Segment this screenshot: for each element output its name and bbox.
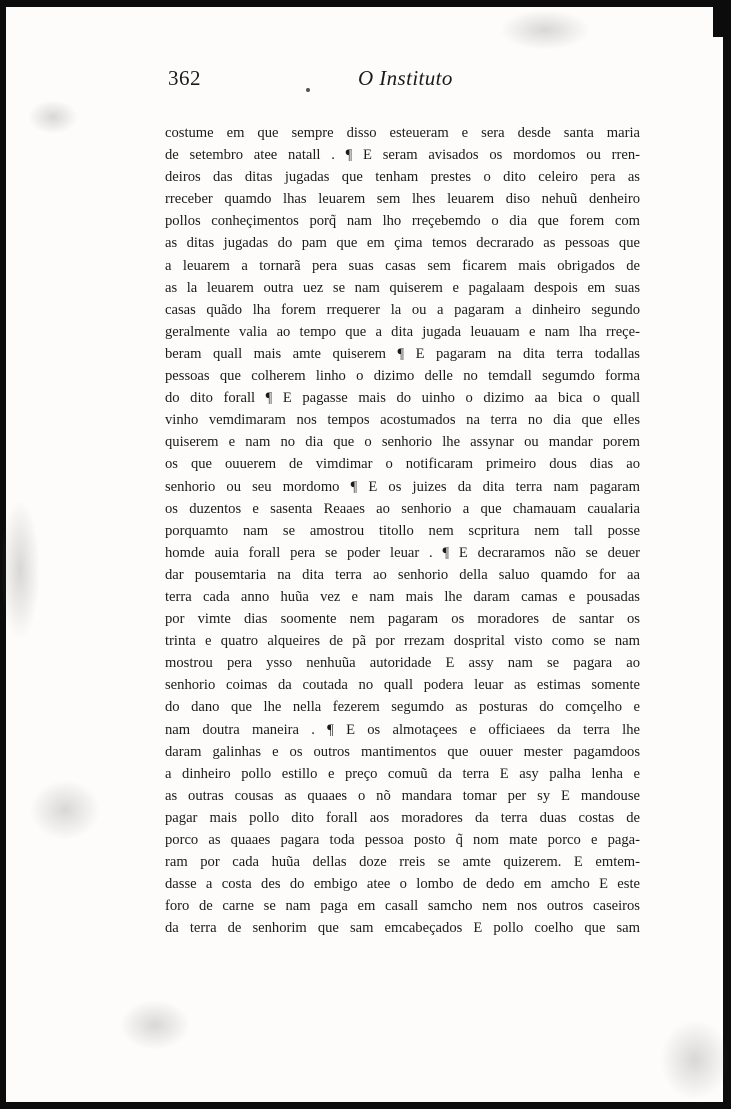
text-line: os que ouuerem de vimdimar o notificaram primeiro dous dias ao: [165, 456, 640, 473]
text-line: mostrou pera ysso nenhuũa autoridade E assy nam se pagara ao: [165, 655, 640, 672]
text-line: da terra de senhorim que sam emcabeçados E pollo coelho que sam: [165, 920, 640, 937]
text-line: do dito forall ¶ E pagasse mais do uinho o dizimo aa bica o quall: [165, 390, 640, 407]
scan-smudge: [30, 780, 100, 840]
text-line: quiserem e nam no dia que o senhorio lhe assynar ou mandar porem: [165, 434, 640, 451]
text-line: porco as quaaes pagara toda pessoa posto q̃ nom mate porco e paga-: [165, 832, 640, 848]
scan-edge-bottom: [0, 1102, 731, 1109]
page-number: 362: [168, 66, 201, 90]
scan-edge-right: [723, 0, 731, 1109]
text-line: homde auia forall pera se poder leuar . ¶ E decraramos não se deuer: [165, 544, 640, 561]
text-line: rreceber quamdo lhas leuarem sem lhes leuarem diso nehuũ denheiro: [165, 191, 640, 208]
text-line: porquamto nam se amostrou titollo nem scpritura nem tall posse: [165, 522, 640, 539]
text-line: de setembro atee natall . ¶ E seram avisados os mordomos ou rren-: [165, 147, 640, 164]
text-line: foro de carne se nam paga em casall samcho nem nos outros caseiros: [165, 898, 640, 915]
running-title: O Instituto: [358, 66, 453, 90]
scan-edge-notch: [713, 7, 723, 37]
text-line: ram por cada huũa dellas doze rreis se amte quizerem. E emtem-: [165, 854, 640, 871]
text-line: senhorio coimas da coutada no quall podera leuar as estimas somente: [165, 677, 640, 694]
text-line: as outras cousas as quaaes o nõ mandara tomar per sy E mandouse: [165, 787, 640, 804]
body-text: [165, 122, 640, 939]
scan-smudge: [660, 1020, 730, 1100]
scan-smudge: [28, 100, 78, 134]
text-line: as ditas jugadas do pam que em çima temos decrarado as pessoas que: [165, 235, 640, 252]
scan-smudge: [500, 10, 590, 50]
text-line: senhorio ou seu mordomo ¶ E os juizes da dita terra nam pagaram: [165, 478, 640, 495]
page-header: [168, 66, 638, 96]
text-line: a leuarem a tornarã pera suas casas sem ficarem mais obrigados de: [165, 257, 640, 274]
text-line: a dinheiro pollo estillo e preço comuũ da terra E asy palha lenha e: [165, 765, 640, 782]
text-line: as la leuarem outra uez se nam quiserem e pagalaam despois em suas: [165, 279, 640, 296]
scan-smudge: [120, 1000, 190, 1050]
text-line: dasse a costa des do embigo atee o lombo de dedo em amcho E este: [165, 876, 640, 893]
text-line: dar pousemtaria na dita terra ao senhorio della saluo quamdo for aa: [165, 566, 640, 583]
scan-smudge: [0, 500, 40, 640]
text-line: costume em que sempre disso esteueram e sera desde santa maria: [165, 125, 640, 141]
text-line: pessoas que colherem linho o dizimo delle no temdall segumdo forma: [165, 368, 640, 385]
text-line: geralmente valia ao tempo que a dita jugada leuauam e nam lha rreçe-: [165, 323, 640, 340]
text-line: nam doutra maneira . ¶ E os almotaçees e officiaees da terra lhe: [165, 721, 640, 738]
text-line: os duzentos e sasenta Reaaes ao senhorio a que chamauam caualaria: [165, 500, 640, 517]
text-line: pagar mais pollo dito forall aos moradores da terra duas costas de: [165, 809, 640, 826]
text-line: do dano que lhe nella fezerem segumdo as posturas do comçelho e: [165, 699, 640, 716]
header-dot: [306, 88, 310, 92]
text-line: por vimte dias soomente nem pagaram os moradores de santar os: [165, 611, 640, 628]
text-line: daram galinhas e os outros mantimentos que ouuer mester pagamdoos: [165, 743, 640, 760]
text-line: casas quãdo lha forem rrequerer la ou a pagaram a dinheiro segundo: [165, 301, 640, 318]
text-line: pollos conheçimentos porq̃ nam lho rreçebemdo o dia que forem com: [165, 213, 640, 230]
text-line: vinho vemdimaram nos tempos acostumados na terra no dia que elles: [165, 412, 640, 429]
text-line: deiros das ditas jugadas que tenham prestes o dito celeiro pera as: [165, 169, 640, 186]
text-line: trinta e quatro alqueires de pã por rrezam dosprital visto como se nam: [165, 633, 640, 650]
text-line: terra cada anno huũa vez e nam mais lhe daram camas e pousadas: [165, 588, 640, 605]
text-line: beram quall mais amte quiserem ¶ E pagaram na dita terra todallas: [165, 345, 640, 362]
scan-edge-top: [0, 0, 731, 7]
